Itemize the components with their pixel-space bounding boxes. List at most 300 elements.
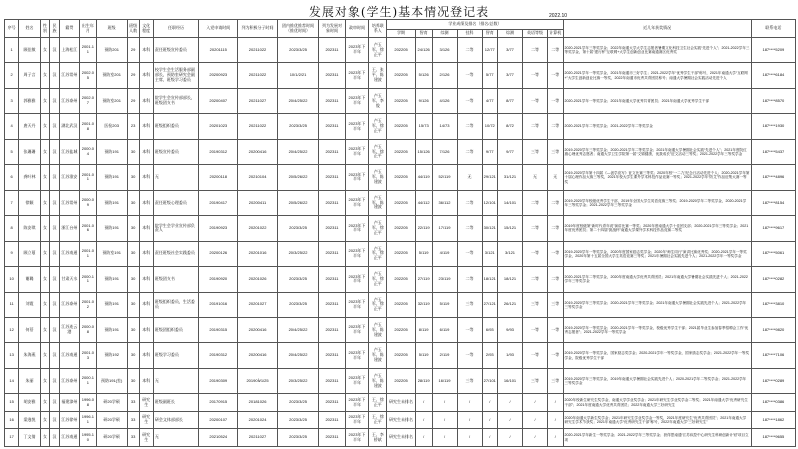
cell-fail: 一等 [457, 63, 482, 88]
cell-rank: 5/126 [415, 63, 432, 88]
header-positions: 任职经历 [153, 20, 198, 38]
cell-dev-object-date: 202311 [319, 63, 345, 88]
cell-phone: 187****8570 [751, 88, 795, 113]
cell-rank-b: 29/121 [482, 165, 497, 190]
cell-rank-b: 12/77 [482, 38, 497, 63]
cell-application-date: 20190312 [199, 139, 238, 164]
cell-application-date: 20210524 [199, 429, 238, 447]
cell-phone: 187****1930 [751, 114, 795, 139]
cell-dev-object-date: 202311 [319, 114, 345, 139]
cell-rank2: 14/73 [432, 114, 457, 139]
cell-birth: 2001.03 [80, 343, 97, 368]
cell-name: 陈安琪 [19, 216, 40, 241]
header-recent-awards: 近几年获奖情况 [563, 20, 751, 38]
subheader-cet: 计算机 [548, 30, 563, 38]
cell-dev-object-date: 202311 [319, 216, 345, 241]
cell-class: 预防室201 [96, 63, 127, 88]
cell-fail: 一等 [457, 241, 482, 266]
header-class-total: 班级人数 [127, 20, 139, 38]
cell-class-total: 30 [127, 343, 139, 368]
cell-class-total: 29 [127, 38, 139, 63]
cell-awards: 2020-2021学年一等奖学金，2021年南通市三好学生；2021-2022学年“优秀学生干部”称号，2021年南通大学“互联网+”大学生创新创业比赛一等奖，2022年南通市优秀共青团员称号；南通大学暑期社会实践活动先进个人 [563, 63, 751, 88]
cell-class-total: 30 [127, 216, 139, 241]
cell-class-total: 33 [127, 429, 139, 447]
cell-ethnicity: 汉 [50, 292, 60, 317]
cell-class: 医检203 [96, 114, 127, 139]
cell-application-date: 20190309 [199, 368, 238, 393]
cell-positions: 班级团组织委员 [153, 317, 198, 342]
cell-name: 朱丽 [19, 368, 40, 393]
cell-name: 何蓓 [19, 317, 40, 342]
cell-dev-object-date: 202311 [319, 317, 345, 342]
cell-phone: 187****5061 [751, 241, 795, 266]
cell-gender: 女 [40, 429, 50, 447]
cell-seq: 1 [5, 38, 19, 63]
cell-talk-date: 2023/3/25 [277, 394, 319, 412]
table-row [5, 38, 796, 63]
cell-cet: 一等 [548, 241, 563, 266]
cell-native: 浙江台州 [59, 216, 79, 241]
cell-gender: 女 [40, 114, 50, 139]
cell-rank2: 3/126 [432, 38, 457, 63]
cell-cet: 无 [548, 165, 563, 190]
cell-rank-b: 18/121 [482, 267, 497, 292]
cell-rank2-b: 26/121 [498, 292, 523, 317]
cell-gender: 女 [40, 343, 50, 368]
cell-rank2-b: / [498, 411, 523, 429]
cell-ethnicity: 汉 [50, 241, 60, 266]
cell-class-total: 29 [127, 88, 139, 113]
cell-name: 周子言 [19, 63, 40, 88]
cell-phone: 187****8154 [751, 190, 795, 215]
cell-birth: 2001.02 [80, 292, 97, 317]
subheader-fail: 挂科 [457, 30, 482, 38]
cell-rank2-b: 18/121 [498, 267, 523, 292]
cell-positions: 校学生会生活服务部副部长，预防室研究会副主席，班级学习委员 [153, 63, 198, 88]
cell-talk-date: 10/1/2/21 [277, 63, 319, 88]
cell-application-date: 20190312 [199, 343, 238, 368]
cell-phone: 187****5437 [751, 139, 795, 164]
cell-activist-date: 20190ⅳ1/25 [238, 368, 277, 393]
cell-rank2: 5/119 [432, 292, 457, 317]
cell-seq: 11 [5, 292, 19, 317]
cell-application-date: 20190315 [199, 317, 238, 342]
header-activist-date: 列为积极分子时间 [238, 20, 277, 38]
cell-birth: 2001.11 [80, 38, 97, 63]
cell-term: 202205 [387, 38, 416, 63]
cell-introducer: 卢玉军、陈建波 [369, 165, 387, 190]
cell-term: 202205 [387, 88, 416, 113]
cell-ethnicity: 汉 [50, 38, 60, 63]
table-row [5, 190, 796, 215]
cell-rank2-b: 31/121 [498, 165, 523, 190]
cell-rank: / [415, 394, 432, 412]
cell-english: 一等 [523, 63, 548, 88]
table-row [5, 368, 796, 393]
cell-introducer: 卢玉军、徐正平 [369, 139, 387, 164]
cell-english: 二等 [523, 216, 548, 241]
cell-name: 徐颖 [19, 190, 40, 215]
cell-application-date: 20200126 [199, 241, 238, 266]
cell-rank2-b: 1/93 [498, 343, 523, 368]
cell-political-review: 2023年下半年 [345, 241, 369, 266]
header-birth: 出生年月 [80, 20, 97, 38]
cell-rank2: 36/112 [432, 190, 457, 215]
cell-awards: 2020-2021学年二等奖学金，2020年度南通大学优秀共青团员；2021年南通大学暑期社会实践先进个人；2021-2022学年三等奖学金 [563, 267, 751, 292]
header-native: 籍贯 [59, 20, 79, 38]
cell-cet: / [548, 411, 563, 429]
header-gender: 性别 [40, 20, 50, 38]
cell-english: 无 [523, 165, 548, 190]
cell-native: 江苏泰州 [59, 88, 79, 113]
cell-activist-date: 20201027 [238, 292, 277, 317]
cell-activist-date: 20211022 [238, 63, 277, 88]
cell-talk-date: 2023/3/25 [277, 411, 319, 429]
cell-political-review: 2023年下半年 [345, 411, 369, 429]
cell-introducer: 卢玉军、徐正平 [369, 114, 387, 139]
cell-class-total: 30 [127, 241, 139, 266]
cell-native: 江苏泰州 [59, 368, 79, 393]
cell-gender: 女 [40, 368, 50, 393]
cell-awards: 2019-2020学年一等奖学金，2020年度国家励志奖学金；2020年“师生同行”演讲比赛优秀奖；2020-2021学年一等奖学金，2020年第十五届全国大学生英语竞赛三等奖；2021年暑期社会实践先进个人；2021-2022学年一等奖学金 [563, 241, 751, 266]
cell-activist-date: 20181026 [238, 394, 277, 412]
page-title: 发展对象(学生)基本情况登记表 [308, 5, 490, 19]
cell-native: 江苏连云港 [59, 317, 79, 342]
cell-application-date: 20201115 [199, 38, 238, 63]
subheader-rank-b: 智育 [482, 30, 497, 38]
cell-positions: 院学生会学业宣传部负责人 [153, 216, 198, 241]
cell-rank: / [415, 411, 432, 429]
table-row [5, 241, 796, 266]
cell-rank: 9/126 [415, 88, 432, 113]
cell-rank: 5/119 [415, 241, 432, 266]
cell-phone: 187****3810 [751, 292, 795, 317]
cell-dev-object-date: 202311 [319, 165, 345, 190]
table-row [5, 88, 796, 113]
cell-native: 福建漳州 [59, 394, 79, 412]
cell-gender: 女 [40, 267, 50, 292]
cell-seq: 15 [5, 394, 19, 412]
table-row [5, 429, 796, 447]
cell-english: 三等 [523, 139, 548, 164]
cell-talk-date: 2023/3/25 [277, 292, 319, 317]
header-introducer: 培养联系人 [369, 20, 387, 38]
cell-english: / [523, 394, 548, 412]
cell-rank2: 52/119 [432, 165, 457, 190]
cell-ethnicity: 汉 [50, 368, 60, 393]
cell-name: 唐天丹 [19, 114, 40, 139]
cell-seq: 16 [5, 411, 19, 429]
cell-class: 预防室191 [96, 241, 127, 266]
cell-rank-b: 4/77 [482, 88, 497, 113]
cell-rank2-b: 8/72 [498, 114, 523, 139]
cell-rank2: / [432, 394, 457, 412]
cell-english: 二等 [523, 190, 548, 215]
cell-name: 顾佳敏 [19, 38, 40, 63]
cell-name: 刘霞 [19, 292, 40, 317]
cell-political-review: 2023年下半年 [345, 343, 369, 368]
cell-class: 预防192 [96, 343, 127, 368]
cell-education: 本科 [139, 139, 153, 164]
cell-political-review: 2023年下半年 [345, 394, 369, 412]
cell-dev-object-date: 202311 [319, 394, 345, 412]
cell-name: 龚叶林 [19, 165, 40, 190]
cell-class: 预防191 [96, 139, 127, 164]
cell-education: 本科 [139, 216, 153, 241]
cell-positions: 班级副班长 [153, 394, 198, 412]
cell-rank: 8/119 [415, 317, 432, 342]
header-talk-date: 团内推优推荐时间（推优时间） [277, 20, 319, 38]
cell-native: 江苏盐城 [59, 139, 79, 164]
cell-term: 研究生未排名 [387, 394, 416, 412]
cell-introducer: 卢玉军、陈建波 [369, 343, 387, 368]
cell-ethnicity: 汉 [50, 114, 60, 139]
cell-ethnicity: 汉 [50, 216, 60, 241]
table-row [5, 114, 796, 139]
cell-dev-object-date: 202311 [319, 411, 345, 429]
cell-term: 研究生未排名 [387, 429, 416, 447]
cell-rank2-b: 15/121 [498, 216, 523, 241]
cell-rank2-b: / [498, 394, 523, 412]
cell-english: 一等 [523, 343, 548, 368]
cell-phone: 187****9617 [751, 216, 795, 241]
cell-native: 江苏泰州 [59, 292, 79, 317]
cell-rank: 24/126 [415, 38, 432, 63]
cell-seq: 7 [5, 190, 19, 215]
cell-rank2: / [432, 429, 457, 447]
cell-ethnicity: 汉 [50, 267, 60, 292]
cell-phone: 187****9655 [751, 429, 795, 447]
cell-phone: 187****6184 [751, 63, 795, 88]
cell-cet: / [548, 394, 563, 412]
date-label: 2022.10 [549, 13, 568, 19]
cell-class: 预防201 [96, 38, 127, 63]
cell-awards: 2019-2020学年三等奖学金，2019年南通大学暑期社会实践先进个人；2020-2021学年二等奖学金；2021-2022学年三等奖学金 [563, 368, 751, 393]
cell-rank: 32/119 [415, 292, 432, 317]
cell-cet: 二等 [548, 267, 563, 292]
cell-phone: 187****0289 [751, 368, 795, 393]
cell-introducer: 卢玉军、陈建波 [369, 190, 387, 215]
cell-name: 梁逸悦 [19, 411, 40, 429]
cell-activist-date: 20200416 [238, 343, 277, 368]
cell-political-review: 2023年下半年 [345, 165, 369, 190]
cell-awards: 2020-2021学年二等奖学金；2021-2022学年二等奖学金 [563, 114, 751, 139]
cell-ethnicity: 汉 [50, 429, 60, 447]
cell-positions: 责任班级宣传委员 [153, 38, 198, 63]
cell-rank-b: 30/121 [482, 216, 497, 241]
cell-name: 丁文倩 [19, 429, 40, 447]
cell-political-review: 2023年下半年 [345, 292, 369, 317]
registration-table [4, 19, 796, 447]
header-class: 班级 [96, 20, 127, 38]
cell-education: 本科 [139, 368, 153, 393]
cell-rank2: 7/126 [432, 139, 457, 164]
cell-political-review: 2023年下半年 [345, 139, 369, 164]
cell-name: 谢璐 [19, 267, 40, 292]
cell-rank2-b: 9/77 [498, 139, 523, 164]
cell-talk-date: 20/4/25/22 [277, 343, 319, 368]
cell-activist-date: 20201026 [238, 267, 277, 292]
cell-dev-object-date: 202311 [319, 368, 345, 393]
cell-rank: 27/119 [415, 267, 432, 292]
cell-rank-b: 9/77 [482, 139, 497, 164]
cell-ethnicity: 汉 [50, 88, 60, 113]
cell-phone: 187****4896 [751, 165, 795, 190]
cell-class: 研20学硕 [96, 411, 127, 429]
cell-application-date: 20190920 [199, 267, 238, 292]
cell-native: 江苏徐州 [59, 411, 79, 429]
cell-activist-date: 20200416 [238, 317, 277, 342]
cell-rank2-b: 3/121 [498, 241, 523, 266]
cell-gender: 女 [40, 88, 50, 113]
cell-class-total: 30 [127, 368, 139, 393]
cell-native: 上海松江 [59, 38, 79, 63]
cell-class: 预防191 [96, 190, 127, 215]
cell-term: 202205 [387, 190, 416, 215]
cell-political-review: 2023年下半年 [345, 63, 369, 88]
cell-english: / [523, 411, 548, 429]
cell-fail: 二等 [457, 267, 482, 292]
cell-seq: 12 [5, 317, 19, 342]
cell-term: 202205 [387, 368, 416, 393]
subheader-rank: 智育 [415, 30, 432, 38]
cell-awards: 2020年南通大学新生奖学金；2021年研究生学业奖学金一等奖，2021年度研究生“优秀共青团员”；2021年南通大学研究生学术节获奖；2021年南通大学“优秀研究生干部”称号，2022年南通大学“三好研究生” [563, 411, 751, 429]
cell-class: 预防191 [96, 317, 127, 342]
cell-class: 预防191(室) [96, 368, 127, 393]
cell-awards: 2019-2020学年一等奖学金，国家励志奖学金；2020-2021学年一等奖学金，国家励志奖学金；2021-2022学年一等奖学金，院级优秀学生干部 [563, 343, 751, 368]
cell-rank: 44/112 [415, 190, 432, 215]
cell-cet: / [548, 429, 563, 447]
cell-rank2: 23/119 [432, 267, 457, 292]
cell-cet: 二等 [548, 190, 563, 215]
cell-talk-date: 20/5/26/22 [277, 190, 319, 215]
cell-fail: 三等 [457, 292, 482, 317]
cell-rank-b: 27/121 [482, 292, 497, 317]
cell-education: 本科 [139, 317, 153, 342]
table-row [5, 139, 796, 164]
cell-awards: 2020-2021学年新生一等奖学金；2021-2022学年三等奖学金；获得思南通“江苏疾控中心研究生科研创新计划”项目立项 [563, 429, 751, 447]
cell-education: 研究生 [139, 411, 153, 429]
cell-talk-date: 20/3/25/22 [277, 241, 319, 266]
cell-talk-date: 20/4/25/22 [277, 88, 319, 113]
header-political-review: 政审时间 [345, 20, 369, 38]
cell-gender: 女 [40, 292, 50, 317]
cell-class: 预防191 [96, 292, 127, 317]
cell-political-review: 2023年下半年 [345, 216, 369, 241]
cell-term: 202205 [387, 216, 416, 241]
cell-class: 预防191 [96, 165, 127, 190]
cell-awards: 2019-2020学年三等奖学金；2020-2021学年二等奖学金；2021年南通大学暑期社会实践“先进个人”；2021年度院红旗心理优秀志愿者；南通大学卫生学院第一届“文锦健康，优我成长”征文活动三等奖；2021-2022学年三等奖学金 [563, 139, 751, 164]
cell-education: 本科 [139, 190, 153, 215]
cell-talk-date: 2023/3/25 [277, 216, 319, 241]
cell-class-total: 30 [127, 165, 139, 190]
cell-activist-date: 20210104 [238, 165, 277, 190]
cell-awards: 2020年校新生研究生奖学金，南通大学学业奖学金；2021年研究生学业奖学金二等奖；2021年南通大学“优秀研究生干部”；2021年度南通大学优秀共青团员；2022年南通大学三好研究生 [563, 394, 751, 412]
cell-term: 202205 [387, 241, 416, 266]
cell-dev-object-date: 202311 [319, 241, 345, 266]
header-name: 姓名 [19, 20, 40, 38]
cell-seq: 9 [5, 241, 19, 266]
cell-seq: 6 [5, 165, 19, 190]
cell-native: 江苏常州 [59, 63, 79, 88]
cell-activist-date: 20211027 [238, 429, 277, 447]
cell-seq: 17 [5, 429, 19, 447]
cell-birth: 2000.11 [80, 368, 97, 393]
table-row [5, 411, 796, 429]
cell-fail: 一等 [457, 88, 482, 113]
cell-class-total: 30 [127, 317, 139, 342]
cell-gender: 女 [40, 63, 50, 88]
cell-political-review: 2023年下半年 [345, 38, 369, 63]
cell-fail: 无 [457, 165, 482, 190]
cell-talk-date: 2023/3/25 [277, 267, 319, 292]
cell-positions: 班级组织委员，生活委员 [153, 292, 198, 317]
cell-rank2: 6/119 [432, 317, 457, 342]
cell-activist-date: 20211022 [238, 38, 277, 63]
cell-native: 江苏常州 [59, 190, 79, 215]
cell-phone: 187****9820 [751, 317, 795, 342]
cell-activist-date: 20211022 [238, 114, 277, 139]
cell-political-review: 2023年下半年 [345, 429, 369, 447]
cell-name: 朱海燕 [19, 343, 40, 368]
cell-rank2-b: 14/101 [498, 190, 523, 215]
cell-introducer: 卢玉军、徐正平 [369, 292, 387, 317]
cell-rank: 5/119 [415, 343, 432, 368]
cell-fail: / [457, 394, 482, 412]
cell-activist-date: 20211027 [238, 88, 277, 113]
cell-rank: 28/119 [415, 368, 432, 393]
cell-awards: 2020-2021学年三等奖学金；2022年南通大学大学生志愿者暑期文化科技卫生社会实践“先进个人”；2021-2022学年三等奖学金，第十届“建行杯”互联网+大学生创新创业比赛南通赛区优秀奖 [563, 38, 751, 63]
cell-education: 本科 [139, 292, 153, 317]
cell-seq: 5 [5, 139, 19, 164]
cell-birth: 2002.07 [80, 88, 97, 113]
cell-introducer: 卢玉军、徐正平 [369, 38, 387, 63]
cell-application-date: 20191016 [199, 292, 238, 317]
cell-native: 湖北武汉 [59, 114, 79, 139]
cell-gender: 女 [40, 241, 50, 266]
cell-cet: 二等 [548, 216, 563, 241]
cell-application-date: 20200923 [199, 63, 238, 88]
cell-introducer: 王、李桥斌 [369, 429, 387, 447]
cell-rank-b: 6/93 [482, 317, 497, 342]
cell-cet: 三等 [548, 368, 563, 393]
table-row [5, 292, 796, 317]
cell-cet: 一等 [548, 88, 563, 113]
cell-awards: 2019-2020学年三等奖学金；2020-2021学年三等奖学金；2021年南通大学暑期社会实践先进个人；2021-2022学年三等奖学金 [563, 292, 751, 317]
cell-fail: 二等 [457, 190, 482, 215]
cell-rank2-b: 3/77 [498, 38, 523, 63]
cell-education: 研究生 [139, 394, 153, 412]
cell-class-total: 33 [127, 411, 139, 429]
cell-talk-date: 20/5/26/22 [277, 165, 319, 190]
cell-seq: 4 [5, 114, 19, 139]
cell-cet: 一等 [548, 343, 563, 368]
cell-political-review: 2023年下半年 [345, 114, 369, 139]
cell-class: 预防191 [96, 216, 127, 241]
cell-dev-object-date: 202311 [319, 429, 345, 447]
cell-awards: 2019年度校级第“新时代青年说”演讲比赛一等奖；2020年度南通大学十佳团支部；2020-2021学年三等奖学金；2021年度优秀团员；第二十四届“挑战杯”南通大学课外学术科技作品竞赛二等奖 [563, 216, 751, 241]
cell-cet: 三等 [548, 292, 563, 317]
cell-activist-date: 20200411 [238, 190, 277, 215]
cell-rank2: 17/119 [432, 216, 457, 241]
cell-seq: 2 [5, 63, 19, 88]
cell-positions: 班级学习委员 [153, 343, 198, 368]
cell-rank2-b: 3/77 [498, 63, 523, 88]
cell-introducer: 卢玉军、徐正平 [369, 241, 387, 266]
cell-rank2-b: 8/77 [498, 88, 523, 113]
cell-birth: 2000.09 [80, 190, 97, 215]
cell-class-total: 30 [127, 292, 139, 317]
